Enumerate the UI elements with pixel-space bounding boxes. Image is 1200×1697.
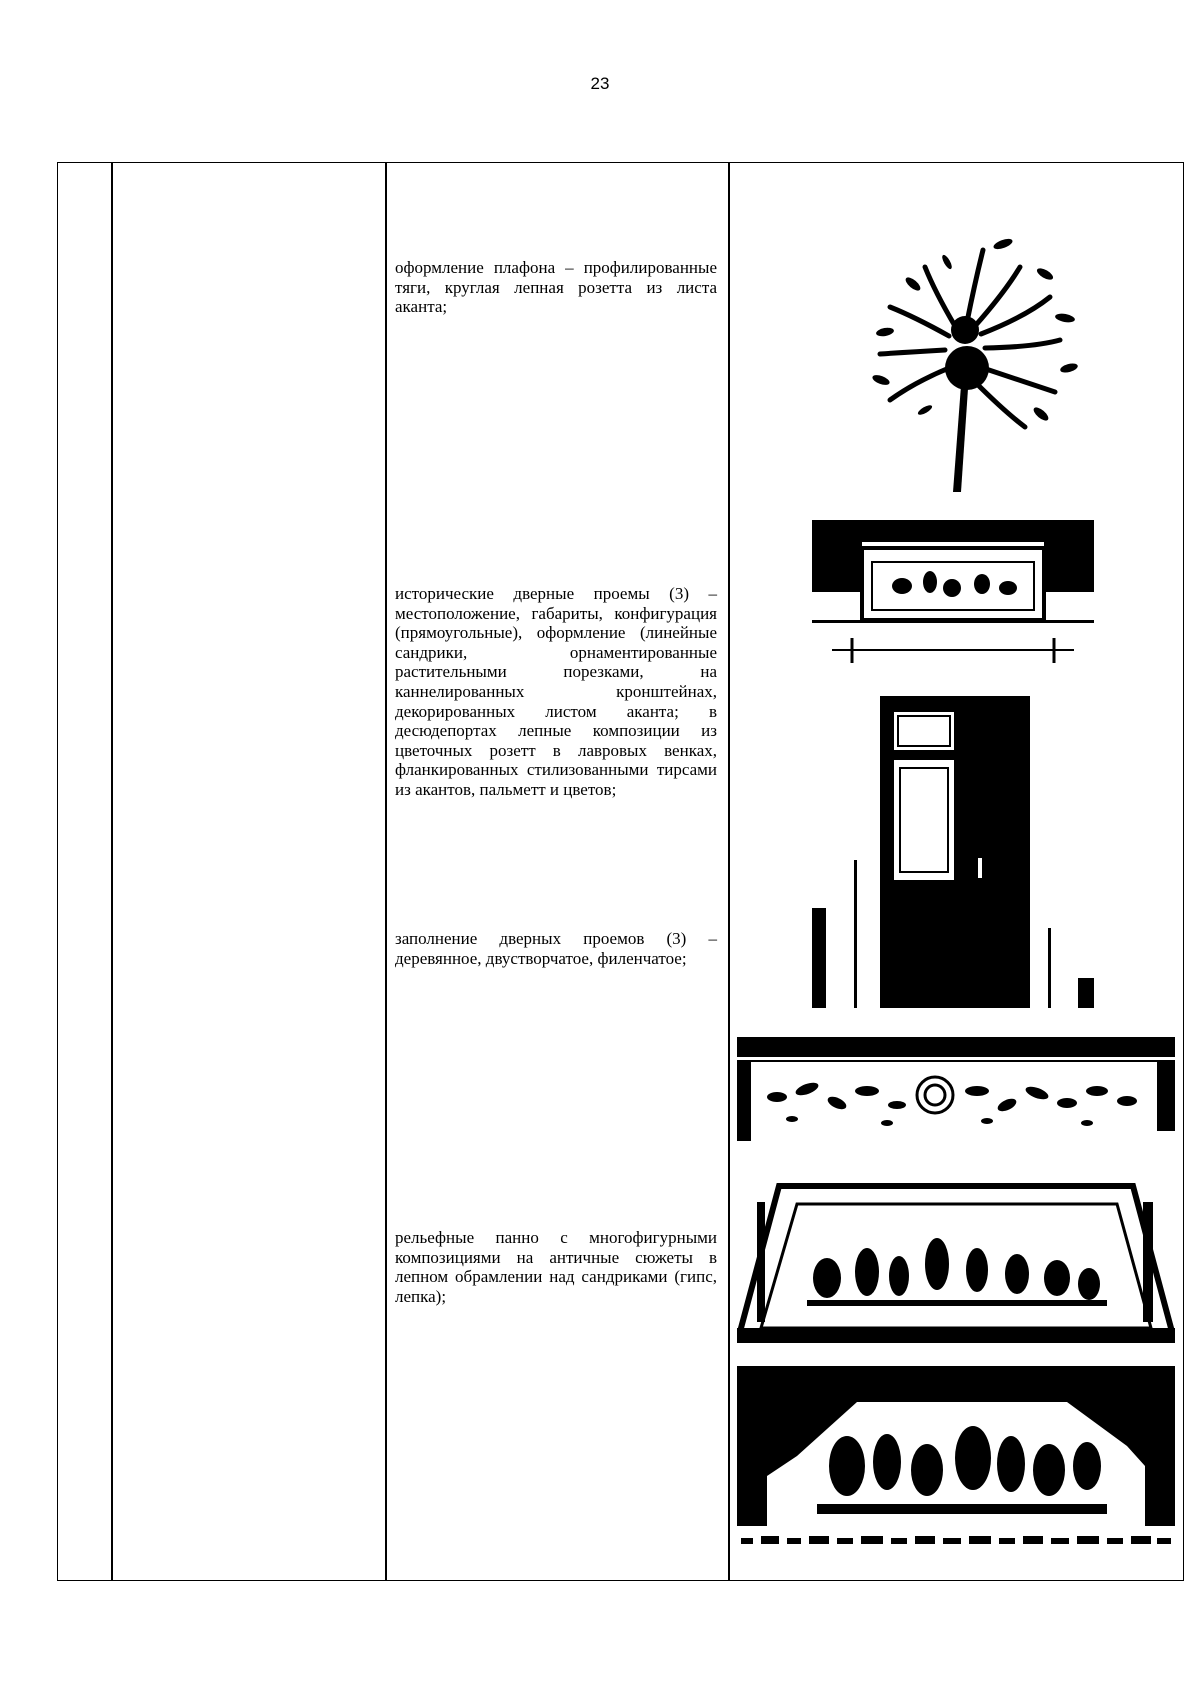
description-ceiling: оформление плафона – профилированные тяги, круглая лепная розетта из листа аканта; — [395, 258, 717, 317]
ornament-frieze-photo — [737, 1037, 1175, 1145]
rosette-photo — [855, 222, 1095, 492]
description-relief-panels: рельефные панно с многофигурными композициями на античные сюжеты в лепном обрамлении над сандриками (гипс, лепка); — [395, 1228, 717, 1306]
page-number: 23 — [590, 74, 610, 93]
column-divider — [728, 163, 730, 1580]
description-doorways: исторические дверные проемы (3) – местоположение, габариты, конфигурация (прямоугольные), оформление (линейные сандрики, орнаментированные растительными порезками, на каннелированных кронштейнах, декорированных листом аканта; в десюдепортах лепные композиции из цветочных розетт в лавровых венках, фланкированных стилизованными тирсами из акантов, пальметт и цветов; — [395, 584, 717, 799]
column-divider — [111, 163, 113, 1580]
relief-panel-photo — [737, 1366, 1175, 1556]
description-door-fill: заполнение дверных проемов (3) – деревянное, двустворчатое, филенчатое; — [395, 929, 717, 968]
column-divider — [385, 163, 387, 1580]
doorway-photo — [812, 518, 1094, 1008]
relief-panel-photo — [737, 1178, 1175, 1343]
